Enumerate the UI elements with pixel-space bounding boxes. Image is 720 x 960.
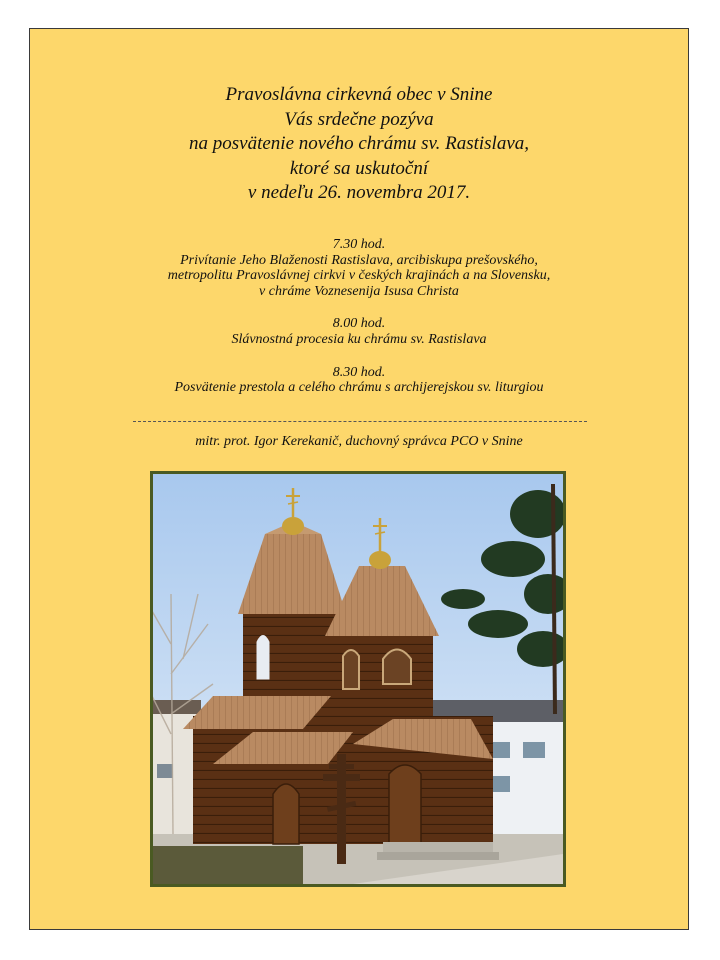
header-line-date: v nedeľu 26. novembra 2017. bbox=[247, 182, 471, 203]
program-text-2: Slávnostná procesia ku chrámu sv. Rastislava bbox=[231, 331, 487, 347]
invitation-header bbox=[30, 83, 688, 206]
program-time-1: 7.30 hod. bbox=[332, 237, 386, 252]
program-text-1c: v chráme Voznesenija Isusa Christa bbox=[259, 283, 459, 299]
program-time-2: 8.00 hod. bbox=[332, 316, 386, 332]
program-text-3: Posvätenie prestola a celého chrámu s archijerejskou sv. liturgiou bbox=[174, 380, 544, 396]
program-text-1b: metropolitu Pravoslávnej cirkvi v českých krajinách a na Slovensku, bbox=[167, 268, 551, 284]
header-line-parish: Pravoslávna cirkevná obec v Snine bbox=[225, 84, 493, 105]
invitation-page bbox=[29, 28, 689, 930]
header-line-consecration: na posvätenie nového chrámu sv. Rastislava, bbox=[189, 133, 529, 154]
signature-line: mitr. prot. Igor Kerekanič, duchovný správca PCO v Snine bbox=[195, 434, 523, 449]
dashed-divider bbox=[133, 421, 587, 422]
program-schedule bbox=[30, 237, 688, 396]
program-time-3: 8.30 hod. bbox=[332, 364, 386, 380]
church-photo bbox=[150, 471, 566, 887]
wooden-church-illustration bbox=[153, 474, 563, 884]
program-text-1a: Privítanie Jeho Blaženosti Rastislava, arcibiskupa prešovského, bbox=[180, 252, 538, 268]
header-line-event: ktoré sa uskutoční bbox=[289, 157, 429, 179]
header-line-invite: Vás srdečne pozýva bbox=[284, 108, 434, 130]
